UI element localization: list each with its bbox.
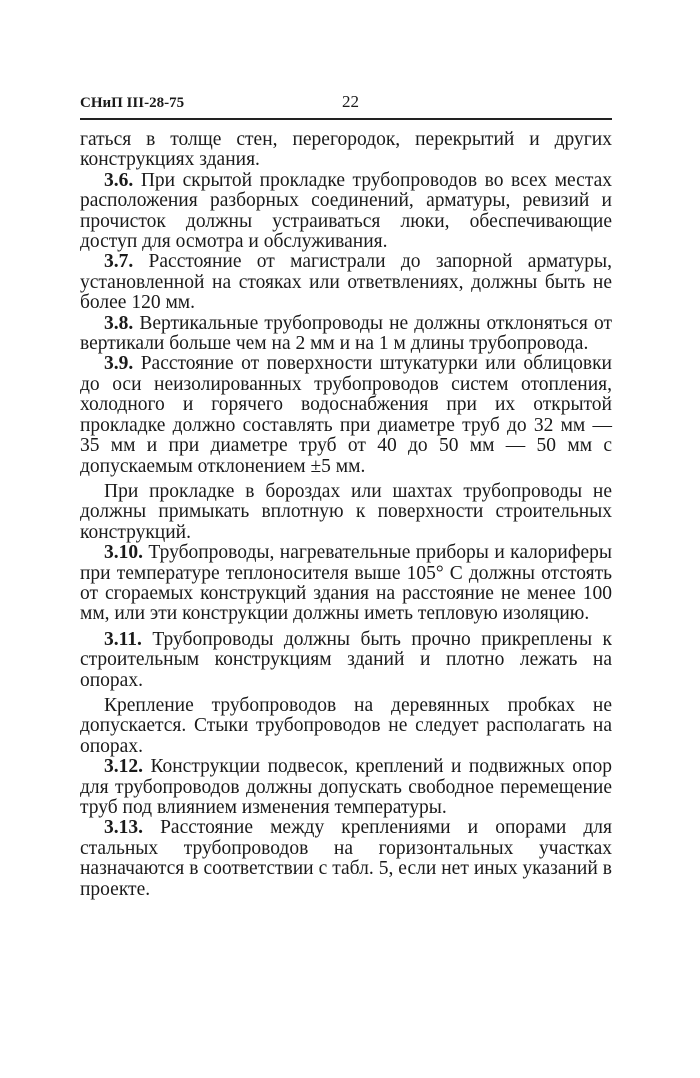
clause-number: 3.8. <box>104 312 134 334</box>
paragraph-text: гаться в толще стен, перегородок, перекрытий и других конструкциях здания. <box>80 129 612 171</box>
clause-3-11 <box>80 630 612 691</box>
paragraph-text: Трубопроводы, нагревательные приборы и калориферы при температуре теплоносителя выше 105° С должны отстоять от сгораемых конструкций здания на расстояние не менее 100 мм, или эти конструкции должны иметь тепловую изоляцию. <box>80 542 612 625</box>
clause-3-13 <box>80 818 612 900</box>
header-rule <box>80 118 612 120</box>
paragraph-text: Трубопроводы должны быть прочно прикреплены к строительным конструкциям зданий и плотно лежать на опорах. <box>80 628 612 691</box>
paragraph-text: Конструкции подвесок, креплений и подвижных опор для трубопроводов должны допускать свободное перемещение труб под влиянием изменения температуры. <box>80 756 612 818</box>
document-code: СНиП III-28-75 <box>80 95 185 111</box>
clause-number: 3.10. <box>104 542 143 564</box>
document-body <box>80 130 612 900</box>
paragraph-text: При скрытой прокладке трубопроводов во всех местах расположения разборных соединений, арматуры, ревизий и прочисток должны устраиваться люки, обеспечивающие доступ для осмотра и обслуживания. <box>80 169 612 253</box>
clause-3-10 <box>80 543 612 625</box>
paragraph-text: Расстояние от магистрали до запорной арматуры, установленной на стояках или ответвлениях, должны быть не более 120 мм. <box>80 251 612 314</box>
clause-number: 3.7. <box>104 251 134 273</box>
running-header <box>80 92 612 114</box>
clause-3-12 <box>80 757 612 818</box>
clause-3-7 <box>80 252 612 313</box>
clause-number: 3.13. <box>104 817 143 839</box>
paragraph-text: Расстояние между креплениями и опорами для стальных трубопроводов на горизонтальных участках назначаются в соответствии с табл. 5, если нет иных указаний в проекте. <box>80 817 612 900</box>
clause-number: 3.12. <box>104 756 143 778</box>
paragraph-continuation <box>80 130 612 171</box>
paragraph-text: При прокладке в бороздах или шахтах трубопроводы не должны примыкать вплотную к поверхности строительных конструкций. <box>80 480 612 543</box>
document-page <box>80 92 612 900</box>
clause-3-11-note <box>80 696 612 757</box>
clause-3-9-note <box>80 482 612 543</box>
clause-3-9 <box>80 354 612 476</box>
page-number: 22 <box>342 92 359 111</box>
clause-number: 3.11. <box>104 628 142 650</box>
clause-3-8 <box>80 314 612 355</box>
clause-number: 3.9. <box>104 353 134 375</box>
paragraph-text: Расстояние от поверхности штукатурки или облицовки до оси неизолированных трубопроводов систем отопления, холодного и горячего водоснабжения при их открытой прокладке должно составлять при диаметре труб до 32 мм — 35 мм и при диаметре труб от 40 до 50 мм — 50 мм с допускаемым отклонением ±5 мм. <box>80 353 612 477</box>
paragraph-text: Крепление трубопроводов на деревянных пробках не допускается. Стыки трубопроводов не следует располагать на опорах. <box>80 694 612 757</box>
clause-number: 3.6. <box>104 169 134 191</box>
clause-3-6 <box>80 171 612 253</box>
paragraph-text: Вертикальные трубопроводы не должны отклоняться от вертикали больше чем на 2 мм и на 1 м длины трубопровода. <box>80 312 612 355</box>
